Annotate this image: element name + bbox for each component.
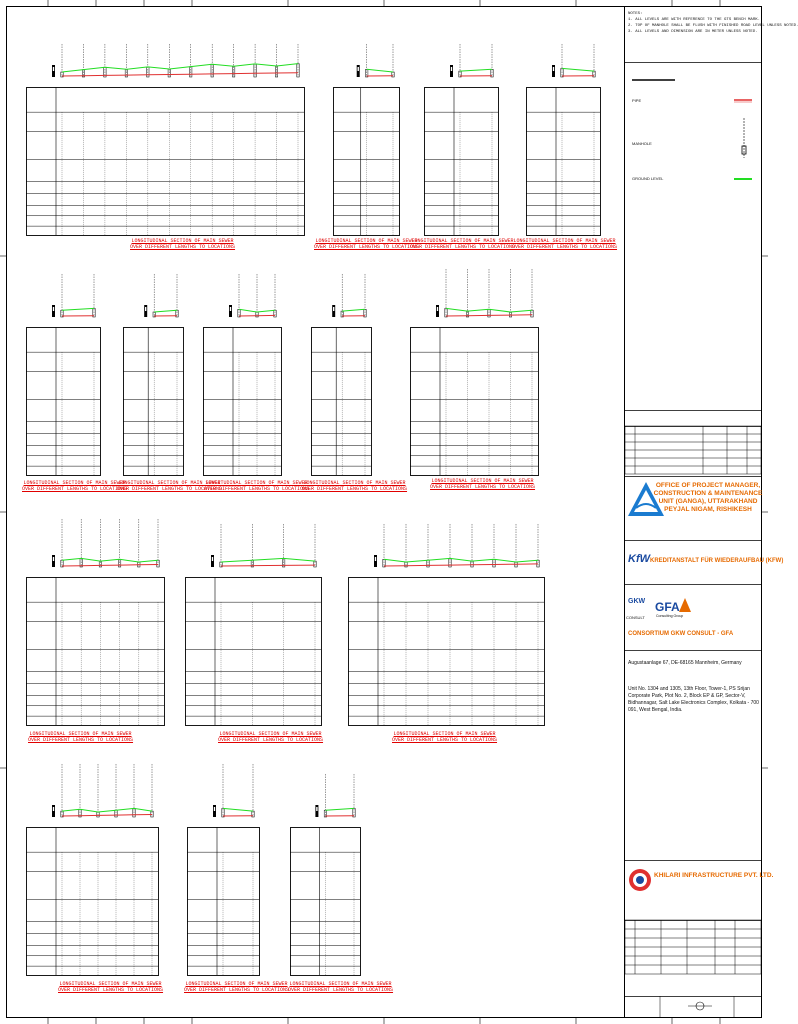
gkw-logo-icon: GKW (628, 598, 646, 605)
section-title-5: LONGITUDINAL SECTION OF MAIN SEWER OVER DIFFERENT LENGTHS TO LOCATIONS (22, 480, 128, 492)
section-title-1: LONGITUDINAL SECTION OF MAIN SEWER OVER DIFFERENT LENGTHS TO LOCATIONS (130, 238, 236, 250)
legend-manhole-label: MANHOLE (632, 141, 652, 146)
section-8-table (312, 328, 372, 476)
section-10-table (27, 578, 165, 726)
section-7-manhole-box-2 (274, 310, 276, 317)
section-3-level-marker-inner (451, 67, 452, 71)
section-title-14: LONGITUDINAL SECTION OF MAIN SEWER OVER DIFFERENT LENGTHS TO LOCATIONS (184, 981, 290, 993)
section-title-7: LONGITUDINAL SECTION OF MAIN SEWER OVER DIFFERENT LENGTHS TO LOCATIONS (204, 480, 310, 492)
gkw-sub: CONSULT (626, 615, 645, 620)
section-5-table (27, 328, 101, 476)
section-13-table (27, 828, 159, 976)
section-title-13: LONGITUDINAL SECTION OF MAIN SEWER OVER DIFFERENT LENGTHS TO LOCATIONS (58, 981, 164, 993)
khilari-logo-icon (628, 868, 652, 892)
section-9-table (411, 328, 539, 476)
section-title-9: LONGITUDINAL SECTION OF MAIN SEWER OVER DIFFERENT LENGTHS TO LOCATIONS (430, 478, 536, 490)
section-8-ground-line (342, 309, 365, 311)
kfw-name: KREDITANSTALT FÜR WIEDERAUFBAU (KFW) (650, 558, 784, 564)
section-1-table (27, 88, 305, 236)
section-9-manhole-box-4 (531, 310, 533, 317)
section-10-pipe-line (62, 565, 158, 567)
section-title-4: LONGITUDINAL SECTION OF MAIN SEWER OVER DIFFERENT LENGTHS TO LOCATIONS (512, 238, 618, 250)
section-2-ground-line (367, 69, 393, 72)
section-5-ground-line (62, 308, 94, 310)
section-title-2: LONGITUDINAL SECTION OF MAIN SEWER OVER DIFFERENT LENGTHS TO LOCATIONS (314, 238, 420, 250)
note-2: 2. TOP OF MANHOLE SHALL BE FLUSH WITH FINISHED ROAD LEVEL UNLESS NOTED. (628, 24, 798, 28)
kfw-logo-icon: KfW (628, 553, 650, 565)
section-1-ground-line (62, 64, 298, 72)
section-13-level-marker-inner (53, 807, 54, 811)
consortium-name: CONSORTIUM GKW CONSULT - GFA (628, 631, 734, 637)
section-11-ground-line (221, 558, 315, 562)
section-5-level-marker-inner (53, 307, 54, 311)
contractor-name: KHILARI INFRASTRUCTURE PVT. LTD. (654, 872, 774, 879)
section-10-level-marker-inner (53, 557, 54, 561)
section-4-ground-line (562, 68, 594, 71)
section-15-table (291, 828, 361, 976)
section-7-level-marker-inner (230, 307, 231, 311)
section-12-level-marker-inner (375, 557, 376, 561)
section-7-pipe-line (239, 315, 275, 316)
legend-pipe-label: PIPE (632, 98, 642, 103)
notes-heading: NOTES: (628, 12, 643, 16)
section-15-ground-line (325, 808, 354, 810)
section-title-3: LONGITUDINAL SECTION OF MAIN SEWER OVER DIFFERENT LENGTHS TO LOCATIONS (410, 238, 516, 250)
section-10-ground-line (62, 558, 158, 562)
section-9-level-marker-inner (437, 307, 438, 311)
section-title-12: LONGITUDINAL SECTION OF MAIN SEWER OVER DIFFERENT LENGTHS TO LOCATIONS (392, 731, 498, 743)
section-4-table (527, 88, 601, 236)
section-14-ground-line (223, 808, 253, 811)
section-12-ground-line (384, 558, 538, 562)
section-title-11: LONGITUDINAL SECTION OF MAIN SEWER OVER DIFFERENT LENGTHS TO LOCATIONS (218, 731, 324, 743)
section-11-level-marker-inner (212, 557, 213, 561)
address-germany: Augustaanlage 67, DE-68165 Mannheim, Germany (628, 660, 742, 666)
section-13-manhole-box-3 (115, 810, 117, 817)
section-1-pipe-line (62, 73, 298, 76)
section-4-level-marker-inner (553, 67, 554, 71)
section-title-6: LONGITUDINAL SECTION OF MAIN SEWER OVER DIFFERENT LENGTHS TO LOCATIONS (117, 480, 223, 492)
section-2-table (334, 88, 400, 236)
section-6-level-marker-inner (145, 307, 146, 311)
section-1-level-marker-inner (53, 67, 54, 71)
section-8-level-marker-inner (333, 307, 334, 311)
section-15-level-marker-inner (316, 807, 317, 811)
section-3-ground-line (460, 69, 492, 71)
section-title-10: LONGITUDINAL SECTION OF MAIN SEWER OVER DIFFERENT LENGTHS TO LOCATIONS (28, 731, 134, 743)
legend-ground-label: GROUND LEVEL (632, 176, 664, 181)
section-10-manhole-box-5 (157, 560, 159, 567)
section-14-level-marker-inner (214, 807, 215, 811)
section-6-table (124, 328, 184, 476)
section-14-table (188, 828, 260, 976)
gfa-logo-icon: GFA (655, 600, 680, 614)
section-11-table (186, 578, 322, 726)
office-name: OFFICE OF PROJECT MANAGER, CONSTRUCTION & MAINTENANCE UNIT (GANGA), UTTARAKHAND PEYJAL NIGAM, RISHIKESH (653, 482, 763, 513)
section-13-ground-line (62, 808, 152, 812)
gfa-sub: Consulting Group (656, 614, 684, 618)
gfa-mark-icon (679, 598, 691, 612)
section-2-level-marker-inner (358, 67, 359, 71)
section-6-ground-line (154, 310, 177, 312)
section-title-15: LONGITUDINAL SECTION OF MAIN SEWER OVER DIFFERENT LENGTHS TO LOCATIONS (288, 981, 394, 993)
address-india: Unit No. 1304 and 1305, 13th Floor, Tower-1, PS Srijan Corporate Park, Plot No. 2, Block EP & GP, Sector-V, Bidhannagar, Salt Lake Electronics Complex, Kolkata - 700 091, West Bengal, India. (628, 686, 759, 713)
section-13-pipe-line (62, 815, 152, 817)
section-9-pipe-line (446, 315, 532, 316)
section-12-manhole-box-2 (427, 560, 429, 567)
section-7-table (204, 328, 282, 476)
note-3: 3. ALL LEVELS AND DIMENSION ARE IN METER UNLESS NOTED. (628, 30, 758, 34)
section-title-8: LONGITUDINAL SECTION OF MAIN SEWER OVER DIFFERENT LENGTHS TO LOCATIONS (302, 480, 408, 492)
section-11-pipe-line (221, 565, 315, 566)
section-3-table (425, 88, 499, 236)
note-1: 1. ALL LEVELS ARE WITH REFERENCE TO THE GTS BENCH MARK. (628, 18, 761, 22)
